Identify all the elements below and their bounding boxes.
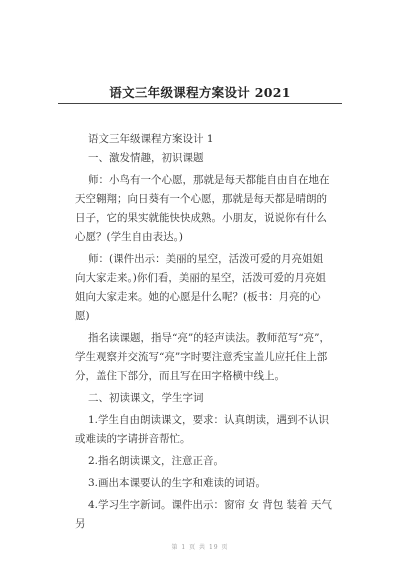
body-paragraph: 指名读课题，指导“亮”的轻声读法。教师范写“亮”，学生观察并交流写“亮”字时要注意秃宝盖儿应托住上部分，盖住下部分，而且写在田字格横中线上。 — [75, 332, 330, 382]
page-footer: 第 1 页 共 19 页 — [171, 544, 229, 551]
section-heading: 语文三年级课程方案设计 1 — [88, 133, 214, 145]
body-paragraph: 1.学生自由朗读课文，要求：认真朗读，遇到不认识或难读的字请拼音帮忙。 — [75, 414, 330, 445]
document-title: 语文三年级课程方案设计 2021 — [109, 85, 291, 100]
body-paragraph: 师：(课件出示：美丽的星空，活泼可爱的月亮姐姐向大家走来。)你们看，美丽的星空，活泼可爱的月亮姐姐向大家走来。她的心愿是什么呢？(板书：月亮的心愿) — [75, 253, 326, 322]
section-subheading: 二、初读课文，学生字词 — [88, 392, 204, 404]
title-divider — [58, 103, 342, 104]
body-paragraph: 师：小鸟有一个心愿，那就是每天都能自由自在地在天空翱翔；向日葵有一个心愿，那就是每天都是晴朗的日子，它的果实就能快快成熟。小朋友，说说你有什么心愿？(学生自由表达。) — [75, 174, 330, 243]
document-body — [75, 130, 333, 534]
body-paragraph: 3.画出本课要认的生字和难读的词语。 — [88, 477, 267, 489]
section-subheading: 一、激发情趣，初识课题 — [88, 152, 204, 164]
body-paragraph: 2.指名朗读课文，注意正音。 — [88, 455, 225, 467]
body-paragraph: 4.学习生字新词。课件出示：窗帘 女 背包 装着 天气 另 — [75, 499, 332, 530]
